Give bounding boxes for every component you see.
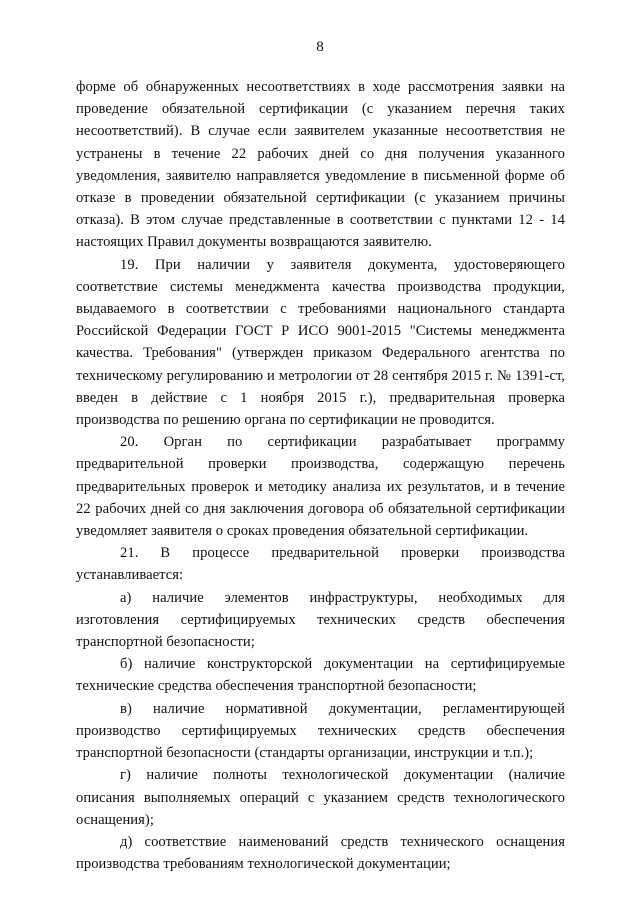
paragraph-21-a: а) наличие элементов инфраструктуры, необходимых для изготовления сертифицируемых технических средств обеспечения транспортной безопасности; (76, 589, 565, 651)
paragraph-21: 21. В процессе предварительной проверки производства устанавливается: (76, 545, 565, 584)
paragraph-20: 20. Орган по сертификации разрабатывает программу предварительной проверки производства, содержащую перечень предварительных проверок и методику анализа их результатов, и в течение 22 рабочих дней со дня заключения договора об обязательной сертификации уведомляет заявителя о сроках проведения обязательной сертификации. (76, 434, 565, 540)
paragraph-21-g: г) наличие полноты технологической документации (наличие описания выполняемых операций с указанием средств технологического оснащения); (76, 767, 565, 828)
paragraph-21-b: б) наличие конструкторской документации на сертифицируемые технические средства обеспечения транспортной безопасности; (76, 656, 565, 695)
document-body (76, 76, 565, 875)
paragraph-21-v: в) наличие нормативной документации, регламентирующей производство сертифицируемых технических средств обеспечения транспортной безопасности (стандарты организации, инструкции и т.п.); (76, 700, 565, 762)
page-number: 8 (316, 39, 324, 55)
paragraph-19: 19. При наличии у заявителя документа, удостоверяющего соответствие системы менеджмента качества производства продукции, выдаваемого в соответствии с требованиями национального стандарта Российской Федерации ГОСТ Р ИСО 9001-2015 "Системы менеджмента качества. Требования" (утвержден приказом Федерального агентства по техническому регулированию и метрологии от 28 сентября 2015 г. № 1391-ст, введен в действие с 1 ноября 2015 г.), предварительная проверка производства по решению органа по сертификации не проводится. (76, 256, 565, 429)
paragraph-continuation: форме об обнаруженных несоответствиях в ходе рассмотрения заявки на проведение обязательной сертификации (с указанием перечня таких несоответствий). В случае если заявителем указанные несоответствия не устранены в течение 22 рабочих дней со дня получения указанного уведомления, заявителю направляется уведомление в письменной форме об отказе в проведении обязательной сертификации (с указанием причины отказа). В этом случае представленные в соответствии с пунктами 12 - 14 настоящих Правил документы возвращаются заявителю. (76, 79, 565, 251)
paragraph-21-d: д) соответствие наименований средств технического оснащения производства требованиям технологической документации; (76, 833, 565, 873)
